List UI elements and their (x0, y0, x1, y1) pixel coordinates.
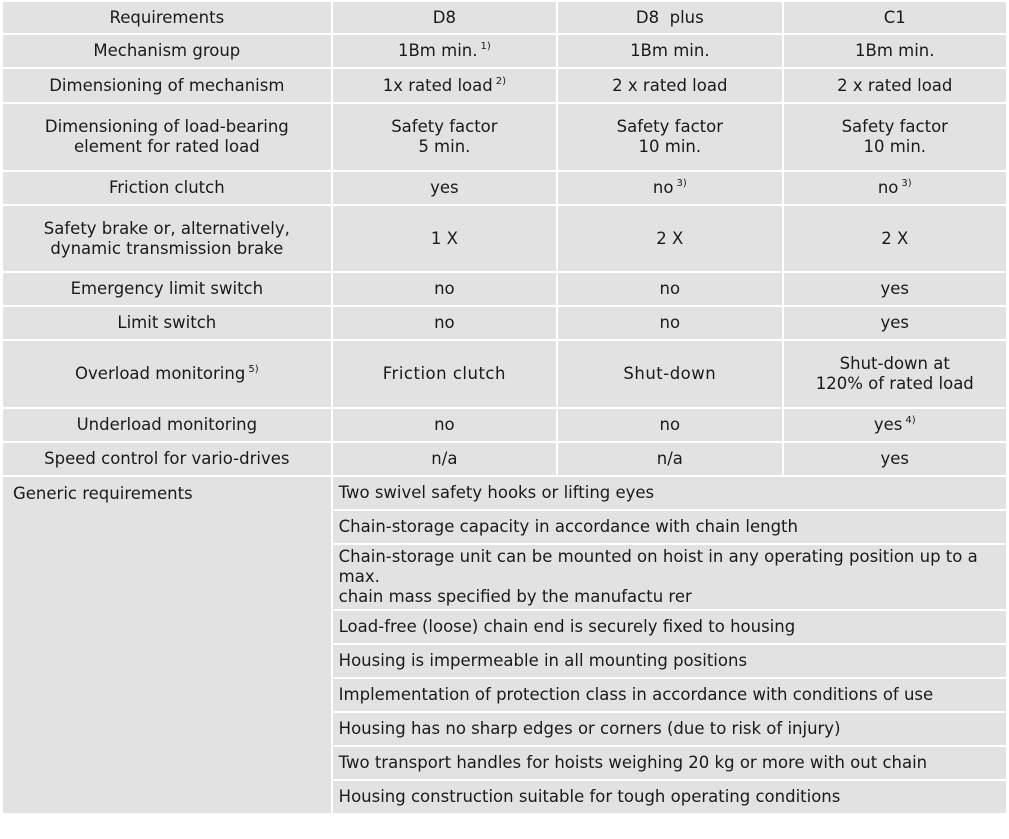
table-row (3, 273, 1006, 305)
row-label: Dimensioning of load-bearing element for rated load (3, 104, 331, 170)
generic-item: Two transport handles for hoists weighing 20 kg or more with out chain (333, 747, 1006, 779)
cell-d8: no (333, 273, 556, 305)
table-row (3, 35, 1006, 67)
cell-c1: 2 X (784, 206, 1006, 271)
cell-d8-plus: Shut-down (558, 341, 781, 407)
cell-c1: 2 x rated load (784, 69, 1006, 102)
table-row (3, 341, 1006, 407)
table-row (3, 172, 1006, 204)
cell-d8-plus: Safety factor 10 min. (558, 104, 781, 170)
cell-d8: Friction clutch (333, 341, 556, 407)
cell-d8-plus: no (558, 409, 781, 441)
cell-d8-plus: 1Bm min. (558, 35, 781, 67)
row-label: Friction clutch (3, 172, 331, 204)
cell-c1: yes $^{4)}$ (784, 409, 1006, 441)
footnote-ref: 4) (905, 415, 916, 426)
cell-c1: yes (784, 443, 1006, 475)
cell-d8-plus: no (558, 307, 781, 339)
generic-item: Two swivel safety hooks or lifting eyes (333, 477, 1006, 509)
cell-c1: Safety factor 10 min. (784, 104, 1006, 170)
footnote-ref: 3) (901, 178, 912, 189)
generic-row (3, 477, 1006, 509)
table-row (3, 443, 1006, 475)
table-row (3, 307, 1006, 339)
cell-d8-plus: 2 X (558, 206, 781, 271)
cell-c1: no $^{3)}$ (784, 172, 1006, 204)
generic-item: Housing has no sharp edges or corners (due to risk of injury) (333, 713, 1006, 745)
cell-d8-plus: no $^{3)}$ (558, 172, 781, 204)
cell-c1: 1Bm min. (784, 35, 1006, 67)
footnote-ref: 5) (248, 364, 259, 375)
header-row (3, 2, 1006, 33)
cell-d8: 1 X (333, 206, 556, 271)
cell-c1: Shut-down at 120% of rated load (784, 341, 1006, 407)
footnote-ref: 3) (676, 178, 687, 189)
cell-d8: no (333, 409, 556, 441)
cell-d8: Safety factor 5 min. (333, 104, 556, 170)
cell-d8: yes (333, 172, 556, 204)
row-label: Limit switch (3, 307, 331, 339)
row-label: Emergency limit switch (3, 273, 331, 305)
cell-d8-plus: 2 x rated load (558, 69, 781, 102)
row-label: Speed control for vario-drives (3, 443, 331, 475)
cell-c1: yes (784, 307, 1006, 339)
cell-d8: n/a (333, 443, 556, 475)
footnote-ref: 2) (495, 75, 507, 87)
table-row (3, 104, 1006, 170)
generic-item: Implementation of protection class in accordance with conditions of use (333, 679, 1006, 711)
generic-requirements-label: Generic requirements (3, 477, 331, 813)
header-d8-plus: D8 plus (558, 2, 781, 33)
generic-item: Housing is impermeable in all mounting positions (333, 645, 1006, 677)
cell-d8: 1Bm min. $^{1)}$ (333, 35, 556, 67)
table-row (3, 409, 1006, 441)
table-row (3, 69, 1006, 102)
generic-item: Load-free (loose) chain end is securely fixed to housing (333, 611, 1006, 643)
cell-d8-plus: no (558, 273, 781, 305)
row-label: Mechanism group (3, 35, 331, 67)
cell-d8: no (333, 307, 556, 339)
generic-item: Housing construction suitable for tough operating conditions (333, 781, 1006, 813)
header-c1: C1 (784, 2, 1006, 33)
row-label: Overload monitoring $^{5)}$ (3, 341, 331, 407)
row-label: Dimensioning of mechanism (3, 69, 331, 102)
table-row (3, 206, 1006, 271)
row-label: Underload monitoring (3, 409, 331, 441)
generic-item: Chain-storage capacity in accordance with chain length (333, 511, 1006, 543)
row-label: Safety brake or, alternatively, dynamic transmission brake (3, 206, 331, 271)
requirements-table (1, 0, 1008, 815)
cell-d8-plus: n/a (558, 443, 781, 475)
footnote-ref: 1) (480, 41, 491, 52)
cell-d8: 1x rated load $^{2)}$ (333, 69, 556, 102)
generic-item: Chain-storage unit can be mounted on hoist in any operating position up to a max. chain mass specified by the manufactu rer (333, 545, 1006, 609)
header-d8: D8 (333, 2, 556, 33)
cell-c1: yes (784, 273, 1006, 305)
header-requirements: Requirements (3, 2, 331, 33)
